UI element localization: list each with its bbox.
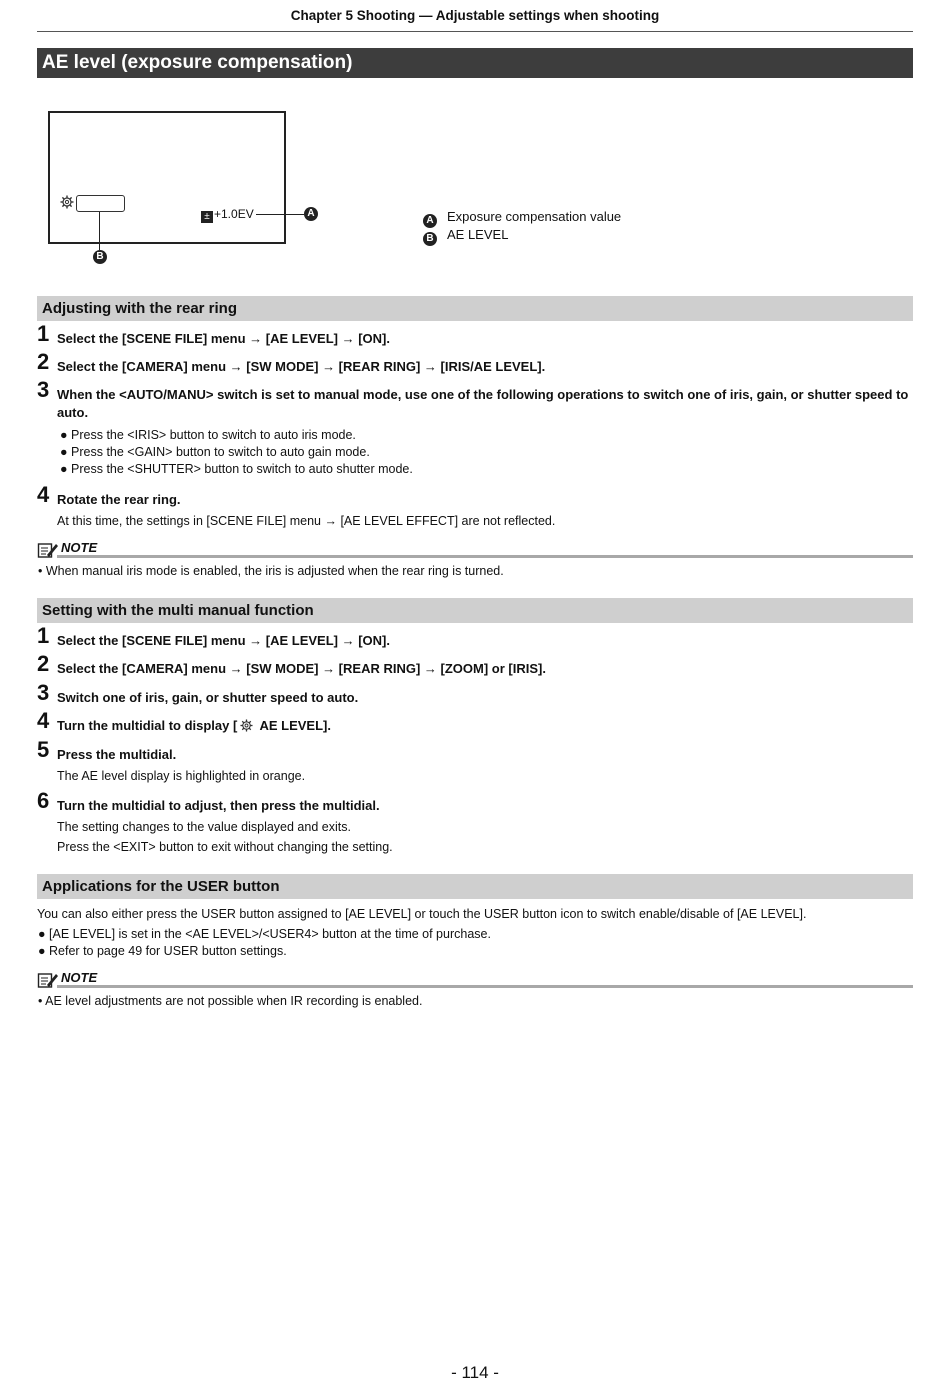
note-divider <box>57 985 913 988</box>
step-detail: The setting changes to the value displayed and exits. <box>57 820 351 834</box>
step <box>37 682 917 707</box>
legend-row-a <box>423 209 621 228</box>
step-number: 5 <box>37 737 50 762</box>
step-text: When the <AUTO/MANU> switch is set to manual mode, use one of the following operations to switch one of iris, gain, or shutter speed to auto. <box>57 387 909 420</box>
note-icon <box>37 971 59 989</box>
note-text: • When manual iris mode is enabled, the iris is adjusted when the rear ring is turned. <box>38 564 504 578</box>
list-item: ● Press the <SHUTTER> button to switch to auto shutter mode. <box>60 462 413 476</box>
page-number: - 114 - <box>451 1363 499 1382</box>
step-number: 6 <box>37 788 50 813</box>
step <box>37 625 917 650</box>
step <box>37 739 917 764</box>
list-item: ● Refer to page 49 for USER button settings. <box>38 944 287 958</box>
step-text: Turn the multidial to display [ AE LEVEL]. <box>57 718 331 733</box>
note-icon <box>37 541 59 559</box>
section-heading: Applications for the USER button <box>37 874 913 899</box>
step-text: Rotate the rear ring. <box>57 492 181 507</box>
page-title: AE level (exposure compensation) <box>37 48 913 78</box>
step-number: 4 <box>37 482 50 507</box>
step-number: 4 <box>37 708 50 733</box>
legend-marker-b: B <box>423 232 437 246</box>
step-number: 2 <box>37 349 50 374</box>
step <box>37 484 917 509</box>
legend-marker-a: A <box>423 214 437 228</box>
list-item: ● [AE LEVEL] is set in the <AE LEVEL>/<USER4> button at the time of purchase. <box>38 927 491 941</box>
callout-line-a <box>256 214 304 215</box>
note-text: • AE level adjustments are not possible when IR recording is enabled. <box>38 994 423 1008</box>
step-text: Select the [SCENE FILE] menu → [AE LEVEL] → [ON]. <box>57 331 390 346</box>
section-intro: You can also either press the USER button assigned to [AE LEVEL] or touch the USER button icon to switch enable/disable of [AE LEVEL]. <box>37 907 807 921</box>
exposure-value-readout <box>201 207 254 223</box>
step-detail: The AE level display is highlighted in orange. <box>57 769 306 783</box>
exposure-value-text: +1.0EV <box>214 207 254 221</box>
step <box>37 790 917 815</box>
step <box>37 351 917 376</box>
step-text: Select the [CAMERA] menu → [SW MODE] → [REAR RING] → [IRIS/AE LEVEL]. <box>57 359 546 374</box>
note-label: NOTE <box>61 970 98 985</box>
viewfinder-screen <box>48 111 286 244</box>
step-number: 2 <box>37 651 50 676</box>
exposure-compensation-icon: ± <box>201 211 213 223</box>
gear-icon <box>240 719 253 732</box>
list-item: ● Press the <IRIS> button to switch to auto iris mode. <box>60 428 356 442</box>
step-text: Switch one of iris, gain, or shutter speed to auto. <box>57 690 359 705</box>
list-item: ● Press the <GAIN> button to switch to auto gain mode. <box>60 445 370 459</box>
callout-line-b <box>99 212 100 250</box>
step-text: Select the [SCENE FILE] menu → [AE LEVEL] → [ON]. <box>57 633 390 648</box>
ae-level-display-box <box>76 195 125 212</box>
step-text: Turn the multidial to adjust, then press the multidial. <box>57 798 380 813</box>
step-number: 3 <box>37 377 50 402</box>
step-number: 1 <box>37 623 50 648</box>
step-detail: At this time, the settings in [SCENE FILE] menu → [AE LEVEL EFFECT] are not reflected. <box>57 514 556 528</box>
step <box>37 379 917 422</box>
marker-a: A <box>304 207 318 221</box>
step <box>37 710 917 735</box>
step-number: 1 <box>37 321 50 346</box>
note-divider <box>57 555 913 558</box>
legend-text-b: AE LEVEL <box>447 227 509 242</box>
marker-b: B <box>93 250 107 264</box>
legend-row-b <box>423 227 508 246</box>
header-divider <box>37 31 913 32</box>
step <box>37 653 917 678</box>
step-text: Press the multidial. <box>57 747 177 762</box>
chapter-header: Chapter 5 Shooting — Adjustable settings when shooting <box>290 8 660 23</box>
note-label: NOTE <box>61 540 98 555</box>
step-number: 3 <box>37 680 50 705</box>
step <box>37 323 917 348</box>
step-detail: Press the <EXIT> button to exit without changing the setting. <box>57 840 393 854</box>
gear-icon <box>60 195 74 209</box>
section-heading: Adjusting with the rear ring <box>37 296 913 321</box>
step-text: Select the [CAMERA] menu → [SW MODE] → [REAR RING] → [ZOOM] or [IRIS]. <box>57 661 546 676</box>
legend-text-a: Exposure compensation value <box>447 209 622 224</box>
section-heading: Setting with the multi manual function <box>37 598 913 623</box>
